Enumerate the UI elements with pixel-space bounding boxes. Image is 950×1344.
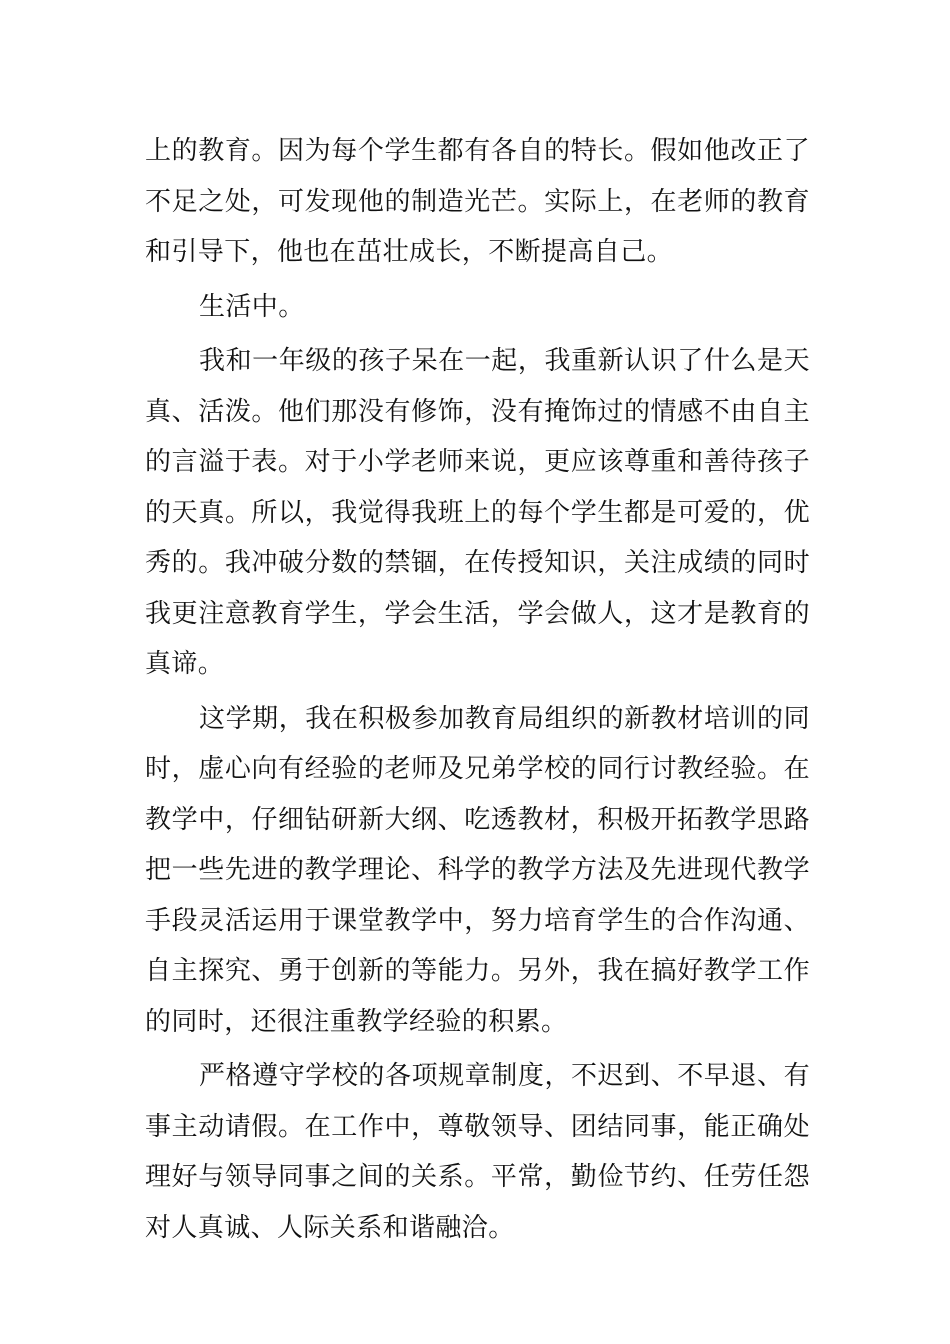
- paragraph-children: 我和一年级的孩子呆在一起，我重新认识了什么是天真、活泼。他们那没有修饰，没有掩饰过的情感不由自主的言溢于表。对于小学老师来说，更应该尊重和善待孩子的天真。所以，我觉得我班上的每个学生都是可爱的，优秀的。我冲破分数的禁锢，在传授知识，关注成绩的同时我更注意教育学生，学会生活，学会做人，这才是教育的真谛。: [145, 346, 810, 679]
- paragraph-heading-life: 生活中。: [199, 291, 305, 322]
- document-body: [145, 126, 810, 1257]
- paragraph-teaching: 这学期，我在积极参加教育局组织的新教材培训的同时，虚心向有经验的老师及兄弟学校的同行讨教经验。在教学中，仔细钻研新大纲、吃透教材，积极开拓教学思路把一些先进的教学理论、科学的教学方法及先进现代教学手段灵活运用于课堂教学中，努力培育学生的合作沟通、自主探究、勇于创新的等能力。另外，我在搞好教学工作的同时，还很注重教学经验的积累。: [145, 703, 810, 1037]
- paragraph-continuation: 上的教育。因为每个学生都有各自的特长。假如他改正了不足之处，可发现他的制造光芒。实际上，在老师的教育和引导下，他也在茁壮成长，不断提高自己。: [145, 136, 810, 267]
- paragraph-discipline: 严格遵守学校的各项规章制度，不迟到、不早退、有事主动请假。在工作中，尊敬领导、团结同事，能正确处理好与领导同事之间的关系。平常，勤俭节约、任劳任怨对人真诚、人际关系和谐融洽。: [145, 1061, 810, 1243]
